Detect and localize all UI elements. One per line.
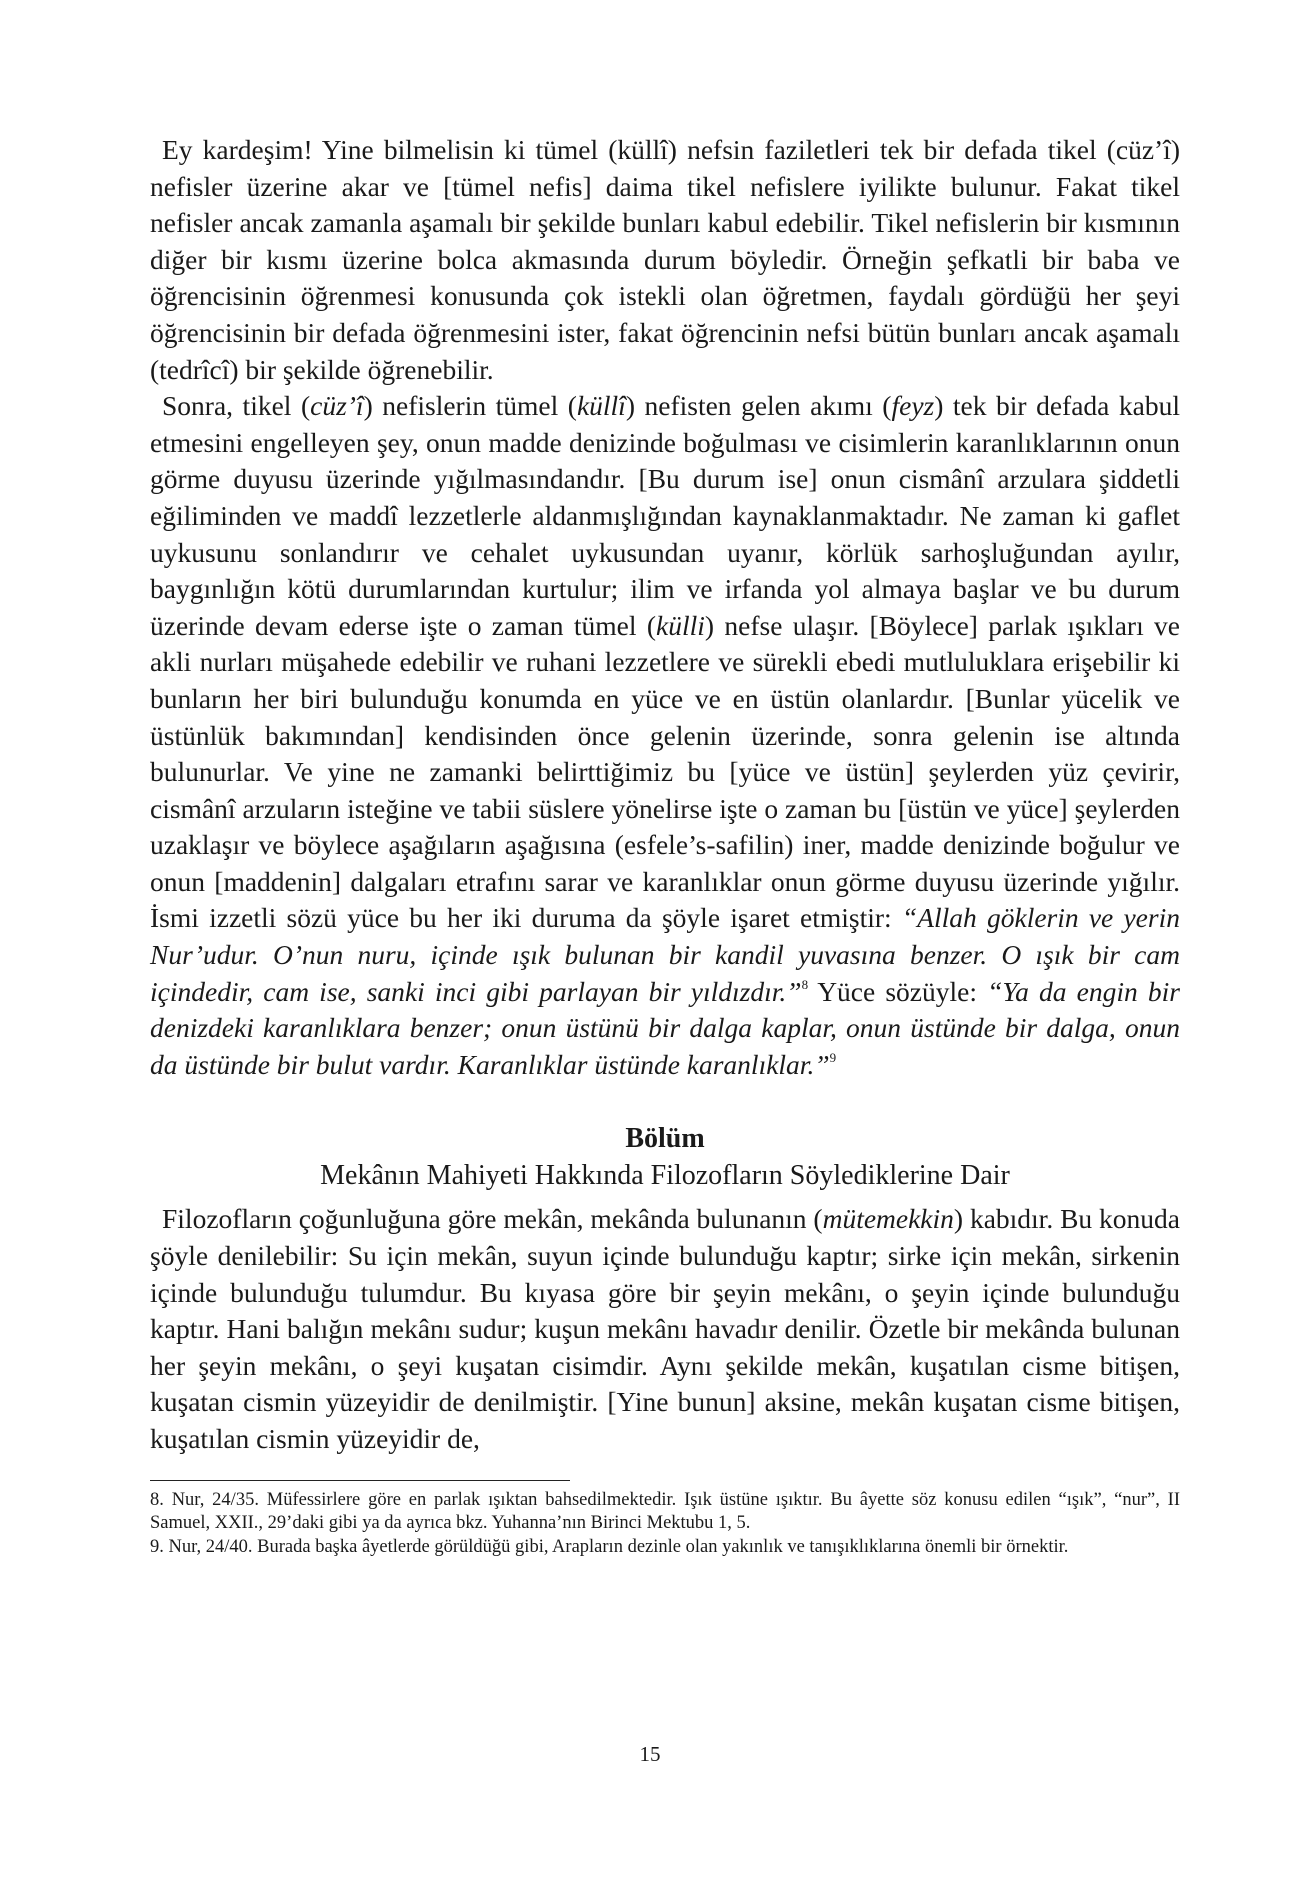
paragraph — [150, 1201, 1180, 1457]
italic-text: mütemekkin — [822, 1203, 954, 1235]
text-run: Sonra, tikel ( — [162, 390, 311, 422]
italic-text: “Ya da engin bir denizdeki karanlıklara benzer; onun üstünü bir dalga kaplar, onun üstünde bir dalga, onun da üstünde bir bulut vardır. Karanlıklar üstünde karanlıklar.” — [150, 975, 1180, 1080]
footnote-8: 8. Nur, 24/35. Müfessirlere göre en parlak ışıktan bahsedilmektedir. Işık üstüne ışıktır. Bu âyette söz konusu edilen “ışık”, “nur”, II Samuel, XXII., 29’daki gibi ya da ayrıca bkz. Yuhanna’nın Birinci Mektubu 1, 5. — [150, 1489, 1180, 1534]
paragraph — [150, 388, 1180, 1083]
text-run: Yüce sözüyle: — [808, 975, 988, 1007]
text-run: Filozofların çoğunluğuna göre mekân, mekânda bulunanın ( — [162, 1203, 823, 1235]
text-run: ) nefse ulaşır. [Böylece] parlak ışıkları ve akli nurları müşahede edebilir ve ruhani lezzetlere ve sürekli ebedi mutluluklara erişebilir ki bunların her biri bulunduğu konumda en yüce ve en üstün olanlardır. [Bunlar yücelik ve üstünlük bakımından] kendisinden önce gelenin üzerinde, sonra gelenin ise altında bulunurlar. Ve yine ne zamanki belirttiğimiz bu [yüce ve üstün] şeylerden yüz çevirir, cismânî arzuların isteğine ve tabii süslere yönelirse işte o zaman bu [üstün ve yüce] şeylerden uzaklaşır ve böylece aşağıların aşağısına (esfele’s-safilin) iner, madde denizinde boğulur ve onun [maddenin] dalgaları etrafını sarar ve karanlıklar onun görme duyusu üzerinde yığılır. İsmi izzetli sözü yüce bu her iki duruma da şöyle işaret etmiştir: — [150, 609, 1180, 934]
footnote-9: 9. Nur, 24/40. Burada başka âyetlerde görüldüğü gibi, Arapların dezinle olan yakınlık ve tanışıklıklarına önemli bir örnektir. — [150, 1536, 1069, 1557]
text-run: ) kabıdır. Bu konuda şöyle denilebilir: Su için mekân, suyun içinde bulunduğu kaptır; sirke için mekân, sirkenin içinde bulunduğu tulumdur. Bu kıyasa göre bir şeyin mekânı, o şeyin içinde bulunduğu kaptır. Hani balığın mekânı sudur; kuşun mekânı havadır denilir. Özetle bir mekânda bulunan her şeyin mekânı, o şeyi kuşatan cisimdir. Aynı şekilde mekân, kuşatılan cisme bitişen, kuşatan cismin yüzeyidir de denilmiştir. [Yine bunun] aksine, mekân kuşatan cisme bitişen, kuşatılan cismin yüzeyidir de, — [150, 1203, 1180, 1454]
section-subtitle: Mekânın Mahiyeti Hakkında Filozofların Söylediklerine Dair — [320, 1160, 1010, 1192]
text-run: ) nefislerin tümel ( — [363, 390, 577, 422]
footnote-divider — [150, 1480, 570, 1481]
section-title: Bölüm — [625, 1123, 705, 1155]
italic-text: külli — [656, 609, 705, 641]
section-heading — [150, 1121, 1180, 1195]
text-run: ) tek bir defada kabul etmesini engelleyen şey, onun madde denizinde boğulması ve cisimlerin karanlıklarının onun görme duyusu üzerinde yığılmasındandır. [Bu durum ise] onun cismânî arzulara şiddetli eğiliminden ve maddî lezzetlerle aldanmışlığından kaynaklanmaktadır. Ne zaman ki gaflet uykusunu sonlandırır ve cehalet uykusundan uyanır, körlük sarhoşluğundan ayılır, baygınlığın kötü durumlarından kurtulur; ilim ve irfanda yol almaya başlar ve bu durum üzerinde devam ederse işte o zaman tümel ( — [150, 390, 1180, 641]
italic-text: cüz’î — [310, 390, 364, 422]
section-text — [150, 1201, 1180, 1457]
page-number: 15 — [639, 1742, 661, 1766]
footnotes — [150, 1489, 1180, 1560]
italic-text: küllî — [576, 390, 626, 422]
text-run: ) nefisten gelen akımı ( — [625, 390, 892, 422]
main-text — [150, 132, 1180, 1083]
paragraph — [150, 132, 1180, 388]
italic-text: feyz — [891, 390, 935, 422]
footnote-ref: 8 — [801, 976, 809, 992]
footnote-ref: 9 — [829, 1049, 837, 1065]
italic-text: “Allah göklerin ve yerin Nur’udur. O’nun nuru, içinde ışık bulunan bir kandil yuvasına benzer. O ışık bir cam içindedir, cam ise, sanki inci gibi parlayan bir yıldızdır.” — [150, 902, 1180, 1007]
book-page — [150, 132, 1180, 1559]
text-run: Ey kardeşim! Yine bilmelisin ki tümel (küllî) nefsin faziletleri tek bir defada tikel (cüz’î) nefisler üzerine akar ve [tümel nefis] daima tikel nefislere iyilikte bulunur. Fakat tikel nefisler ancak zamanla aşamalı bir şekilde bunları kabul edebilir. Tikel nefislerin bir kısmının diğer bir kısmı üzerine bolca akmasında durum böyledir. Örneğin şefkatli bir baba ve öğrencisinin öğrenmesi konusunda çok istekli olan öğretmen, faydalı gördüğü her şeyi öğrencisinin bir defada öğrenmesini ister, fakat öğrencinin nefsi bütün bunları ancak aşamalı (tedrîcî) bir şekilde öğrenebilir. — [150, 134, 1180, 385]
